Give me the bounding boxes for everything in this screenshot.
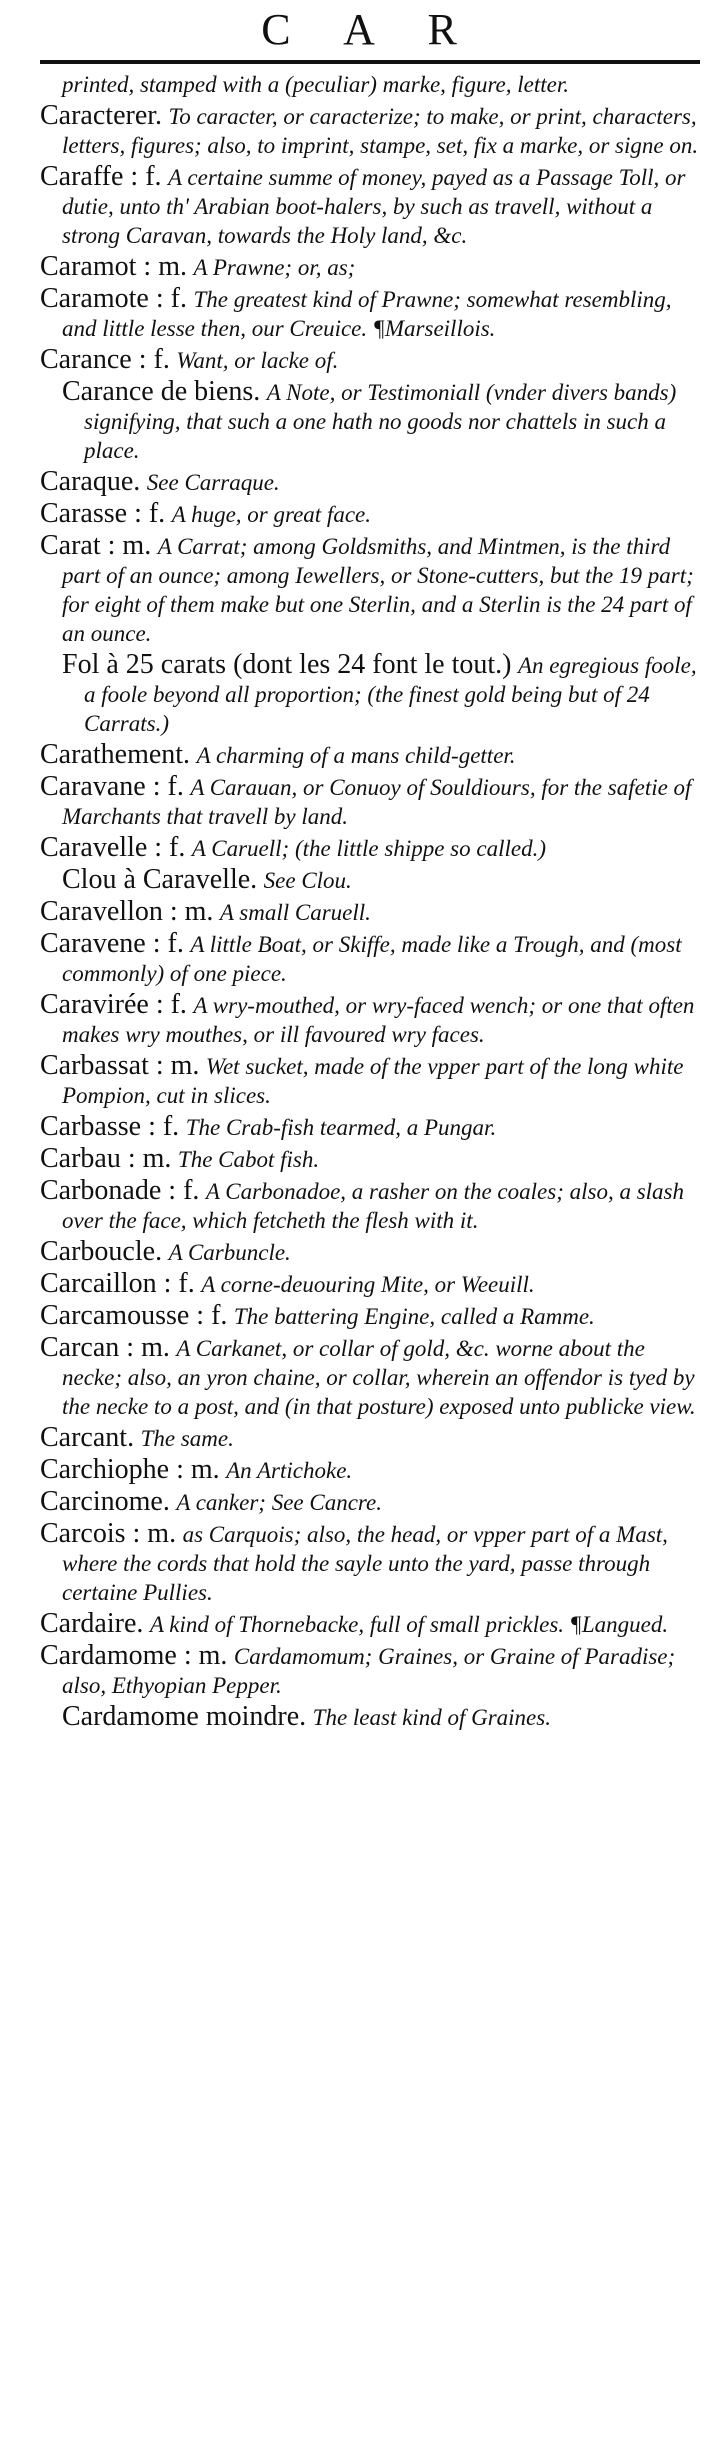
entry-headword: Caraffe : f. (40, 161, 162, 192)
entry-headword: Caravene : f. (40, 928, 184, 959)
dictionary-entry (40, 1052, 700, 1110)
dictionary-entry (40, 378, 700, 465)
entry-headword: Carbonade : f. (40, 1175, 200, 1206)
dictionary-entry (40, 898, 700, 927)
entry-headword: Cardaire. (40, 1608, 144, 1639)
entry-definition: A Carbuncle. (168, 1240, 291, 1265)
entry-headword: Carat : m. (40, 530, 152, 561)
dictionary-entry (40, 1238, 700, 1267)
dictionary-entry (40, 1145, 700, 1174)
entry-headword: Caravelle : f. (40, 832, 186, 863)
entry-definition: A Carrat; among Goldsmiths, and Mintmen, is the third part of an ounce; among Iewellers, or Stone-cutters, but the 19 part; for eight of them make but one Sterlin, and a Sterlin is the 24 part of an ounce. (62, 534, 694, 646)
dictionary-entry (40, 1302, 700, 1331)
dictionary-entry (40, 1113, 700, 1142)
entry-definition: A little Boat, or Skiffe, made like a Trough, and (most commonly) of one piece. (62, 932, 682, 986)
dictionary-entry (40, 468, 700, 497)
entry-headword: Caravellon : m. (40, 896, 214, 927)
dictionary-entry (40, 500, 700, 529)
entry-headword: Caramot : m. (40, 251, 187, 282)
entry-headword: Carcaillon : f. (40, 1268, 195, 1299)
entry-definition: The same. (140, 1426, 234, 1451)
dictionary-entry (40, 1270, 700, 1299)
entry-headword: Carcinome. (40, 1486, 170, 1517)
page-header: C A R (261, 5, 479, 54)
dictionary-entry (40, 285, 700, 343)
dictionary-entry (40, 346, 700, 375)
entry-headword: Caravirée : f. (40, 989, 187, 1020)
entry-definition: A corne-deuouring Mite, or Weeuill. (201, 1272, 535, 1297)
entry-definition: See Carraque. (146, 470, 280, 495)
entry-definition: as Carquois; also, the head, or vpper part of a Mast, where the cords that hold the sayle unto the yard, passe through certaine Pullies. (62, 1522, 668, 1605)
entry-headword: Carance de biens. (62, 376, 261, 407)
entry-definition: A Carbonadoe, a rasher on the coales; also, a slash over the face, which fetcheth the flesh with it. (62, 1179, 684, 1233)
dictionary-entry (40, 102, 700, 160)
entry-headword: Carbassat : m. (40, 1050, 200, 1081)
entry-definition: A Carauan, or Conuoy of Souldiours, for the safetie of Marchants that travell by land. (62, 775, 692, 829)
entry-definition: A Carkanet, or collar of gold, &c. worne about the necke; also, an yron chaine, or collar, wherein an offendor is tyed by the necke to a post, and (in that posture) exposed unto publicke view. (62, 1336, 696, 1419)
entry-definition: The greatest kind of Prawne; somewhat resembling, and little lesse then, our Creuice. ¶Marseillois. (62, 287, 672, 341)
entry-definition: A charming of a mans child-getter. (196, 743, 516, 768)
entry-headword: Fol à 25 carats (dont les 24 font le tout.) (62, 649, 512, 680)
entry-definition: Want, or lacke of. (176, 348, 339, 373)
entry-definition: A small Caruell. (219, 900, 371, 925)
dictionary-page (40, 0, 700, 2445)
dictionary-entry (40, 70, 700, 99)
entry-definition: To caracter, or caracterize; to make, or print, characters, letters, figures; also, to imprint, stampe, set, fix a marke, or signe on. (62, 104, 699, 158)
entry-definition: A wry-mouthed, or wry-faced wench; or one that often makes wry mouthes, or ill favoured wry faces. (62, 993, 695, 1047)
entry-definition: A kind of Thornebacke, full of small prickles. ¶Langued. (149, 1612, 669, 1637)
dictionary-entry (40, 930, 700, 988)
entry-headword: Carance : f. (40, 344, 170, 375)
header-rule (40, 60, 700, 64)
entry-headword: Carcois : m. (40, 1518, 177, 1549)
entry-definition: An egregious foole, a foole beyond all proportion; (the finest gold being but of 24 Carrats.) (84, 653, 697, 736)
dictionary-entry (40, 1642, 700, 1700)
dictionary-entry (40, 1488, 700, 1517)
entry-definition: A Note, or Testimoniall (vnder divers bands) signifying, that such a one hath no goods nor chattels in such a place. (84, 380, 677, 463)
entry-definition: Wet sucket, made of the vpper part of the long white Pompion, cut in slices. (62, 1054, 684, 1108)
entry-definition: A huge, or great face. (171, 502, 371, 527)
dictionary-entry (40, 1520, 700, 1607)
entry-definition: A certaine summe of money, payed as a Passage Toll, or dutie, unto th' Arabian boot-halers, by such as travell, without a strong Caravan, towards the Holy land, &c. (62, 165, 686, 248)
entry-headword: Cardamome : m. (40, 1640, 228, 1671)
entry-headword: Carcamousse : f. (40, 1300, 228, 1331)
dictionary-entry (40, 1456, 700, 1485)
entry-headword: Caravane : f. (40, 771, 184, 802)
dictionary-entry (40, 1177, 700, 1235)
entry-headword: Carbasse : f. (40, 1111, 180, 1142)
entry-headword: Carasse : f. (40, 498, 166, 529)
entry-definition: An Artichoke. (226, 1458, 353, 1483)
dictionary-entry (40, 866, 700, 895)
dictionary-entry (40, 532, 700, 648)
entry-headword: Carchiophe : m. (40, 1454, 220, 1485)
dictionary-entry (40, 651, 700, 738)
entry-definition: printed, stamped with a (peculiar) marke, figure, letter. (62, 72, 569, 97)
entry-definition: See Clou. (263, 868, 352, 893)
dictionary-entry (40, 1334, 700, 1421)
entry-definition: A Prawne; or, as; (193, 255, 356, 280)
entry-headword: Caramote : f. (40, 283, 187, 314)
entry-headword: Clou à Caravelle. (62, 864, 258, 895)
dictionary-entry (40, 741, 700, 770)
dictionary-entry (40, 1424, 700, 1453)
dictionary-entry (40, 834, 700, 863)
entry-headword: Carcant. (40, 1422, 135, 1453)
dictionary-entry (40, 773, 700, 831)
entry-headword: Carboucle. (40, 1236, 163, 1267)
entry-headword: Carcan : m. (40, 1332, 170, 1363)
entry-headword: Carathement. (40, 739, 191, 770)
entry-definition: Cardamomum; Graines, or Graine of Paradise; also, Ethyopian Pepper. (62, 1644, 676, 1698)
entry-list (40, 70, 700, 1732)
entry-definition: The battering Engine, called a Ramme. (233, 1304, 595, 1329)
entry-headword: Caracterer. (40, 100, 163, 131)
dictionary-entry (40, 991, 700, 1049)
entry-definition: The least kind of Graines. (312, 1705, 551, 1730)
dictionary-entry (40, 163, 700, 250)
entry-definition: The Crab-fish tearmed, a Pungar. (185, 1115, 497, 1140)
entry-headword: Carbau : m. (40, 1143, 172, 1174)
dictionary-entry (40, 253, 700, 282)
entry-headword: Cardamome moindre. (62, 1701, 307, 1732)
entry-headword: Caraque. (40, 466, 141, 497)
dictionary-entry (40, 1703, 700, 1732)
entry-definition: The Cabot fish. (177, 1147, 320, 1172)
entry-definition: A Caruell; (the little shippe so called.) (191, 836, 546, 861)
entry-definition: A canker; See Cancre. (176, 1490, 382, 1515)
dictionary-entry (40, 1610, 700, 1639)
